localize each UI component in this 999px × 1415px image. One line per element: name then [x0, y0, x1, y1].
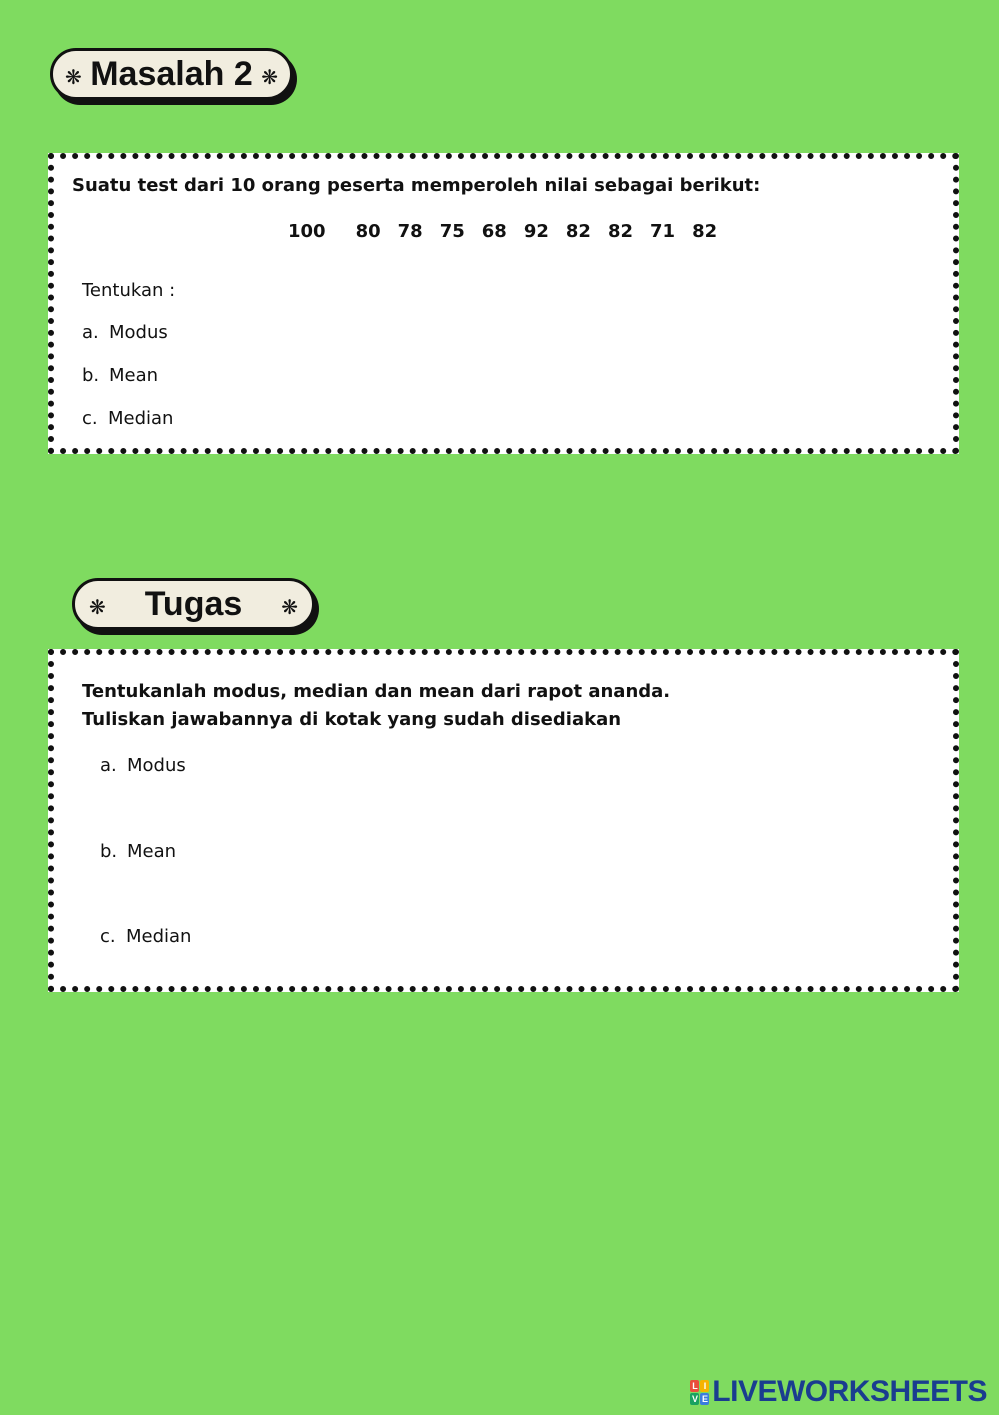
- logo-letter: V: [692, 1393, 698, 1404]
- masalah-item-c-letter: c.: [82, 408, 98, 429]
- tugas-title: Tugas: [144, 584, 243, 623]
- masalah-title-pill: [50, 48, 293, 100]
- score-value: 78: [397, 221, 423, 242]
- masalah-prompt: Tentukan :: [82, 280, 176, 301]
- liveworksheets-logo-icon: [690, 1380, 709, 1405]
- flower-icon: ❋: [65, 65, 82, 89]
- tugas-instruction-2: Tuliskan jawabannya di kotak yang sudah disediakan: [82, 709, 622, 730]
- score-value: 100: [288, 221, 326, 242]
- masalah-item-b-label: Mean: [109, 365, 159, 386]
- logo-letter: I: [700, 1380, 709, 1392]
- tugas-title-pill: [72, 578, 315, 630]
- tugas-item-a-letter: a.: [100, 755, 117, 776]
- brand-name: LIVEWORKSHEETS: [712, 1375, 987, 1408]
- score-value: 82: [607, 221, 634, 242]
- tugas-instruction-1: Tentukanlah modus, median dan mean dari rapot ananda.: [82, 681, 671, 702]
- flower-icon: ❋: [281, 595, 298, 619]
- masalah-item-a-letter: a.: [82, 322, 99, 343]
- score-value: 92: [523, 221, 549, 242]
- logo-letter: E: [702, 1393, 708, 1404]
- score-value: 68: [481, 221, 507, 242]
- liveworksheets-logo: [690, 1375, 987, 1409]
- masalah-item-c-label: Median: [108, 408, 174, 429]
- score-values: [288, 221, 734, 242]
- masalah-intro: Suatu test dari 10 orang peserta memperoleh nilai sebagai berikut:: [72, 175, 761, 196]
- flower-icon: ❋: [261, 65, 278, 89]
- flower-icon: ❋: [89, 595, 106, 619]
- score-value: 82: [565, 221, 591, 242]
- tugas-item-c-letter: c.: [100, 926, 116, 947]
- logo-letter: L: [692, 1380, 698, 1391]
- tugas-item-b-label: Mean: [127, 841, 177, 862]
- masalah-item-b-letter: b.: [82, 365, 100, 386]
- score-value: 80: [355, 221, 381, 242]
- tugas-item-b-letter: b.: [100, 841, 118, 862]
- score-value: 82: [692, 221, 718, 242]
- score-value: 75: [439, 221, 465, 242]
- score-value: 71: [650, 221, 676, 242]
- masalah-box: [48, 153, 959, 454]
- masalah-item-a-label: Modus: [109, 322, 168, 343]
- masalah-title: Masalah 2: [90, 54, 253, 93]
- tugas-item-c-label: Median: [126, 926, 192, 947]
- tugas-item-a-label: Modus: [127, 755, 186, 776]
